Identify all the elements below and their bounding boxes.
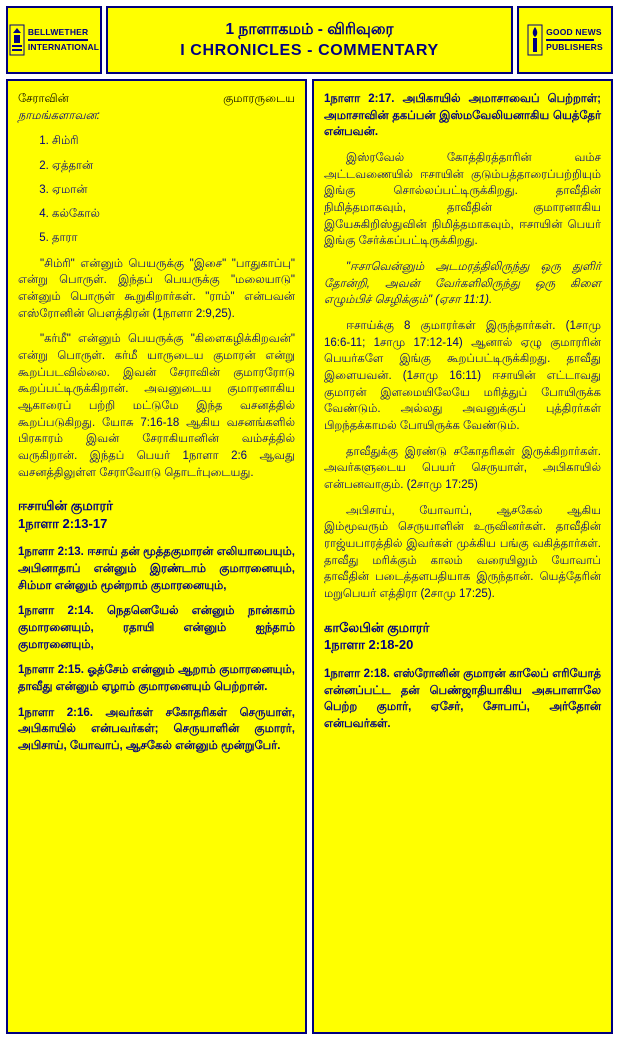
logo-line-1: BELLWETHER xyxy=(27,27,89,38)
list-item: 1. சிம்ரி xyxy=(52,133,295,150)
commentary-paragraph-6: அபிசாய், யோவாப், ஆசகேல் ஆகிய இம்மூவரும் செருயாளின் உருவினர்கள். தாவீதின் ராஜ்யபாரத்தில் இவர்கள் முக்கிய பங்கு வகித்தார்கள். தாவீது மரிக்கும் காலம் வரையிலும் யோவாப் தாவீதின் படைத்தளபதியாக இருந்தான். யெத்தேரின் மறுபெயர் எத்திரா (2சாமு 17:25). xyxy=(324,504,601,601)
section-heading-line-2: 1நாளா 2:13-17 xyxy=(18,515,108,531)
commentary-paragraph-5: தாவீதுக்கு இரண்டு சகோதரிகள் இருக்கிறார்கள். அவர்களுடைய பெயர் செருயாள், அபிகாயில் என்பனவாகும். (2சாமு 17:25) xyxy=(324,445,601,492)
good-news-publishers-logo xyxy=(517,6,613,74)
verse-2-15: 1நாளா 2:15. ஓத்சேம் என்னும் ஆறாம் குமாரனையும், தாவீது என்னும் ஏழாம் குமாரனையும் பெற்றான். xyxy=(18,664,295,694)
commentary-paragraph-1: "சிம்ரி" என்னும் பெயருக்கு "இசை" "பாதுகாப்பு" என்று பொருள். இந்தப் பெயருக்கு "மலையாடு" என்னும் பொருள் கூறுகிறார்கள். "ராம்" என்பவன் எஸ்ரோனின் பௌத்திரன் (1நாளா 2:9,25). xyxy=(18,257,295,320)
logo-line-2: INTERNATIONAL xyxy=(27,42,100,52)
verse-2-17: 1நாளா 2:17. அபிகாயில் அமாசாவைப் பெற்றாள்; அமாசாவின் தகப்பன் இஸ்மவேலியனாகிய யெத்தேர் என்பவன். xyxy=(324,93,601,139)
logo-divider xyxy=(546,39,594,41)
section-heading-sons-of-caleb xyxy=(324,619,601,654)
commentary-paragraph-4: ஈசாய்க்கு 8 குமாரர்கள் இருந்தார்கள். (1சாமு 16:6-11; 1சாமு 17:12-14) ஆனால் ஏழு குமாரரின் பெயர்களே இங்கு கூறப்பட்டிருக்கிறது. தாவீது இளையவன். (1சாமு 16:11) ஈசாயின் எட்டாவது குமாரன் இளமையிலேயே மரித்துப் போயிருக்க வேண்டும். அல்லது அவனுக்குப் புத்திரர்கள் பிறந்தக்காமல் போயிருக்க வேண்டும். xyxy=(324,320,601,433)
list-item: 5. தாரா xyxy=(52,230,295,247)
section-heading-line-1: ஈசாயின் குமாரர் xyxy=(18,498,113,514)
commentary-paragraph-2: "கர்மீ" என்னும் பெயருக்கு "கிளைகழிக்கிறவன்" என்று பொருள். கர்மீ யாருடைய குமாரன் என்று கூறப்படவில்லை. இவன் சேராவின் குமாரரோடு கூறப்பட்டிருக்கிறான். அவனுடைய குமாரனாகிய ஆகாரைப் பற்றி மட்டுமே இந்த வசனத்தில் கூறப்படுகிறது. யோசு 7:16-18 ஆகிய வசனங்களில் பிரகாரம் இவன் சேராகியானின் வம்சத்தில் வருகிறான். இந்தப் பெயர் 1நாளா 2:6 ஆவது வசனத்திலுள்ள சேராவோடு தொடர்புடையது. xyxy=(18,333,295,479)
right-column xyxy=(312,79,613,1034)
list-item: 4. கல்கோல் xyxy=(52,206,295,223)
section-heading-line-2: 1நாளா 2:18-20 xyxy=(324,637,414,653)
verse-2-13: 1நாளா 2:13. ஈசாய் தன் மூத்தகுமாரன் எலியாபையும், அபினாதாப் என்னும் இரண்டாம் குமாரனையும், சிம்மா என்னும் மூன்றாம் குமாரனையும், xyxy=(18,546,295,592)
intro-left-text: சேராவின் xyxy=(18,93,69,105)
commentary-paragraph-3: இஸ்ரவேல் கோத்திரத்தாரின் வம்ச அட்டவணையில் ஈசாயின் குடும்பத்தாரைப்பற்றியும் இங்கு சொல்லப்பட்டிருக்கிறது. தாவீதின் நிமித்தமாகவும், தாவீதின் குமாரனாகிய இயேசுகிறிஸ்துவின் நிமித்தமாகவும், ஈசாயின் பெயர் இங்கு சேர்க்கப்பட்டிருக்கிறது. xyxy=(324,152,601,248)
section-heading-sons-of-jesse xyxy=(18,497,295,532)
verse-2-16: 1நாளா 2:16. அவர்கள் சகோதரிகள் செருயாள், அபிகாயில் என்பவர்கள்; செருயாளின் குமாரர், அபிசாய், யோவாப், ஆசகேல் என்னும் மூன்றுபேர். xyxy=(18,706,295,753)
name-list xyxy=(18,133,295,247)
section-heading-line-1: காலேபின் குமாரர் xyxy=(324,619,430,635)
bellwether-international-logo xyxy=(6,6,102,74)
page-header xyxy=(6,6,613,74)
verse-2-14: 1நாளா 2:14. நெதனெயேல் என்னும் நான்காம் குமாரனையும், ரதாயி என்னும் ஐந்தாம் குமாரனையும், xyxy=(18,605,295,651)
logo-line-2: PUBLISHERS xyxy=(546,42,603,52)
left-column xyxy=(6,79,307,1034)
page-title-box xyxy=(106,6,513,74)
content-columns xyxy=(6,79,613,1034)
bell-tower-icon xyxy=(9,23,25,57)
scripture-quote-isaiah: "ஈசாவென்னும் அடமரத்திலிருந்து ஒரு துளிர் தோன்றி, அவன் வேர்களிலிருந்து ஒரு கிளை எழும்பிச் செழிக்கும்" (ஏசா 11:1). xyxy=(324,261,601,307)
logo-divider xyxy=(28,39,88,41)
list-item: 3. ஏமான் xyxy=(52,182,295,199)
verse-2-18: 1நாளா 2:18. எஸ்ரோனின் குமாரன் காலேப் எரியோத் என்னப்பட்ட தன் பெண்ஜாதியாகிய அசுபாளாலே பெற்ற குமார், ஏசேர், சோபாப், அர்தோன் என்பவர்கள். xyxy=(324,667,601,730)
page-title-tamil: 1 நாளாகமம் - விரிவுரை xyxy=(225,20,394,38)
intro-second-line: நாமங்களாவன: xyxy=(18,109,100,122)
intro-split-line xyxy=(18,91,295,108)
intro-right-text: குமாரருடைய xyxy=(223,93,295,105)
logo-line-1: GOOD NEWS xyxy=(546,27,602,38)
list-item: 2. ஏத்தான் xyxy=(52,158,295,175)
torch-icon xyxy=(527,23,543,57)
page-title-english: I CHRONICLES - COMMENTARY xyxy=(180,42,439,60)
